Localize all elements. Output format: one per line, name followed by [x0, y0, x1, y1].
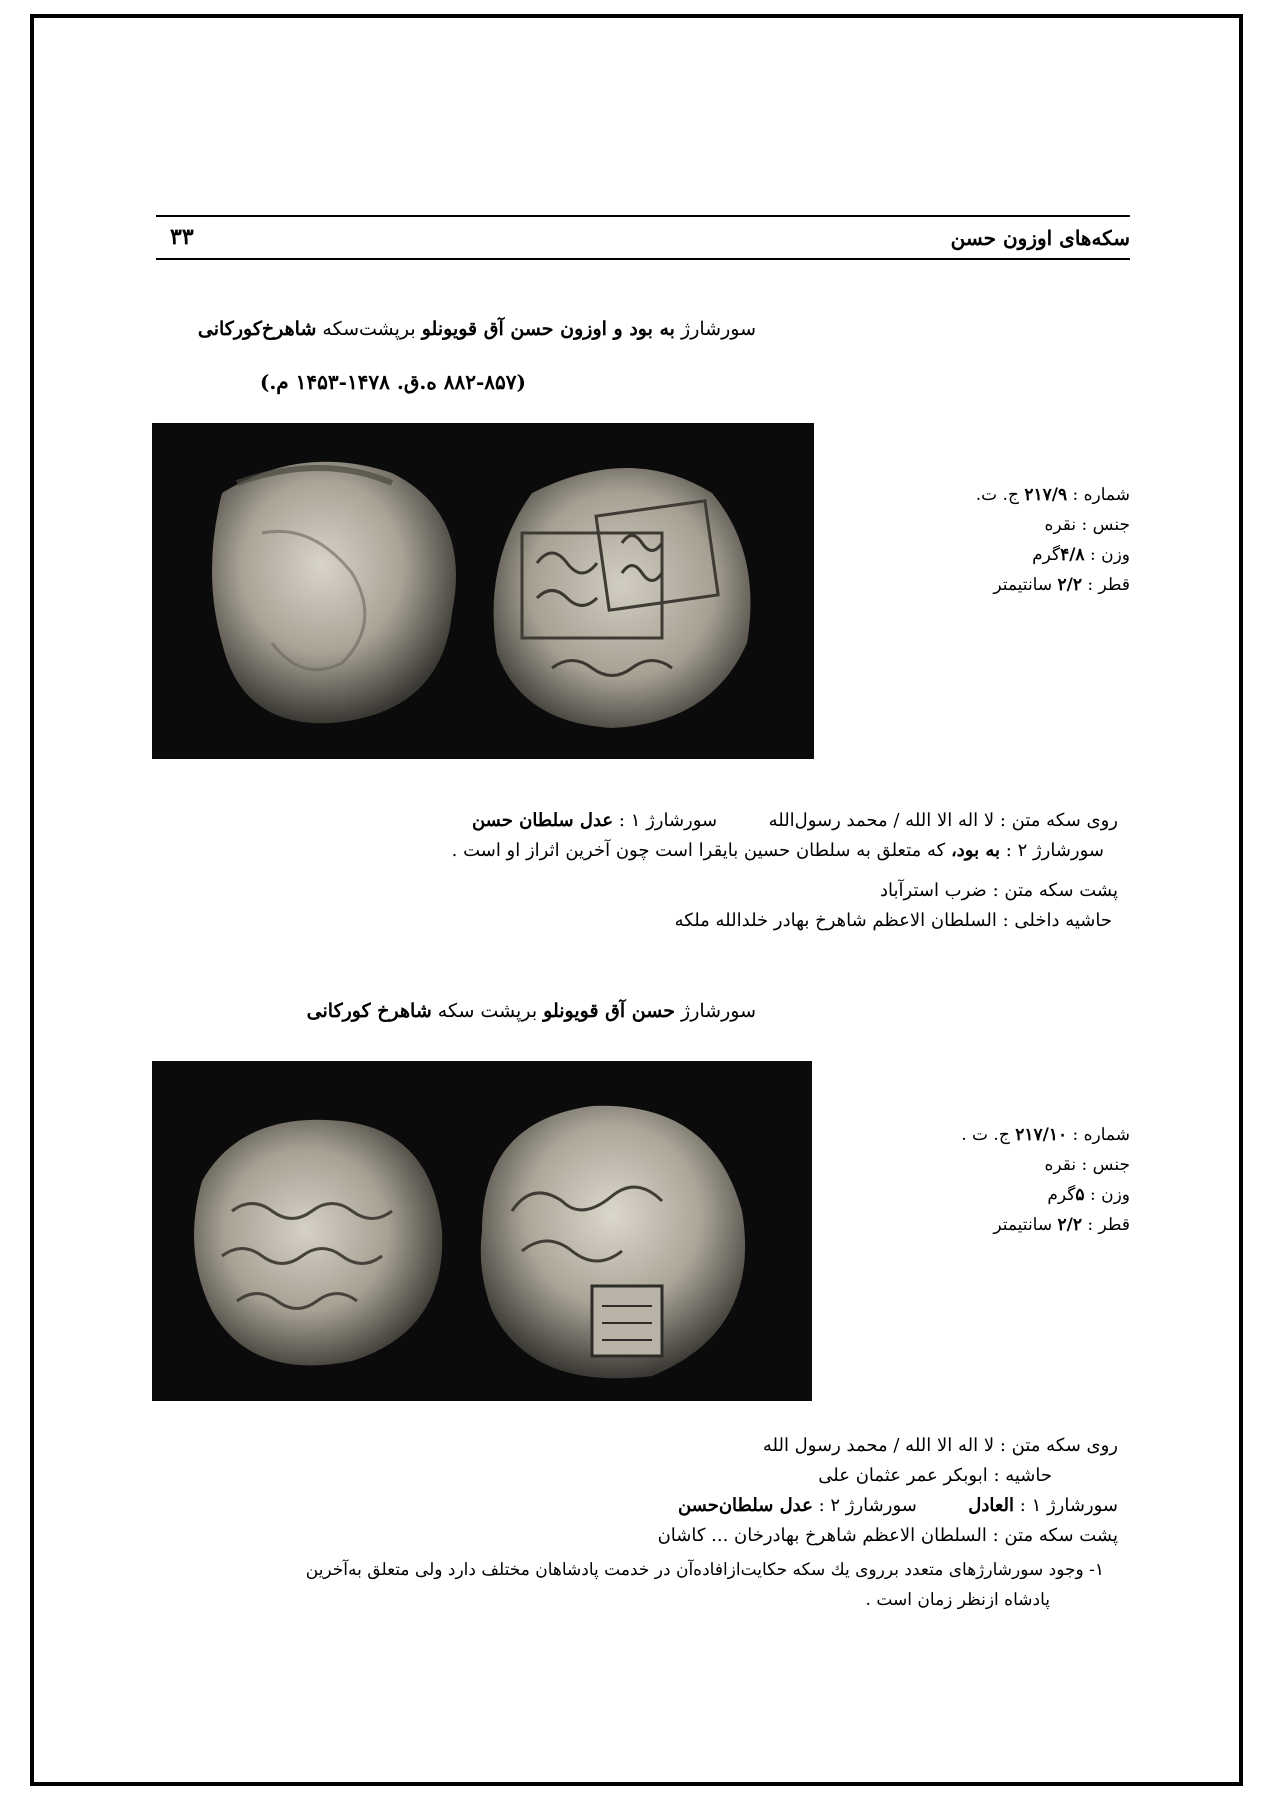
- coin1-margin-label: حاشیه داخلی :: [1002, 910, 1112, 931]
- coin1-reverse-line: [880, 880, 1118, 901]
- coin1-reverse-label: پشت سکه متن :: [992, 880, 1118, 901]
- coin1-surcharge1-label: سورشارژ ۱ :: [618, 810, 718, 831]
- coin1-surcharge2-value: به بود،: [950, 840, 1001, 861]
- coin2-surcharge1-value: العادل: [968, 1495, 1015, 1516]
- coin2-reverse-line: [658, 1525, 1118, 1546]
- coin2-heading-bold1: حسن آق قویونلو: [543, 1000, 675, 1022]
- coin1-heading-mid: برپشت‌سکه: [322, 318, 416, 340]
- footnote-line1: ۱- وجود سورشارژهای متعدد برروی یك سکه حکایت‌ازافاده‌آن در خدمت پادشاهان مختلف دارد ولی متعلق به‌آخرین: [305, 1560, 1104, 1580]
- coin1-surcharge1-value: عدل سلطان حسن: [471, 810, 614, 831]
- coin1-heading: [198, 318, 756, 340]
- coin2-heading-mid: برپشت سکه: [437, 1000, 538, 1022]
- coin2-diameter-unit: سانتیمتر: [993, 1215, 1053, 1235]
- coin1-photo: [152, 423, 814, 759]
- coin2-heading: [307, 1000, 756, 1022]
- coin1-margin-text: السلطان الاعظم شاهرخ بهادر خلدالله ملکه: [674, 910, 997, 931]
- coin2-weight-row: [961, 1180, 1130, 1210]
- coin2-obverse-text: لا اله الا الله / محمد رسول الله: [762, 1435, 995, 1456]
- coin2-photo: [152, 1061, 812, 1401]
- coin1-weight-value: ۴/۸: [1060, 545, 1085, 565]
- coin1-spec: [976, 480, 1130, 600]
- coin2-obverse-label: روی سکه متن :: [999, 1435, 1118, 1456]
- coin2-spec: [961, 1120, 1130, 1240]
- coin2-weight-value: ۵: [1075, 1185, 1085, 1205]
- footnote-line2: پادشاه ازنظر زمان است .: [865, 1590, 1050, 1610]
- page-number: ۳۳: [170, 224, 194, 250]
- coin2-heading-pre: سورشارژ: [681, 1000, 756, 1022]
- coin1-weight-row: [976, 540, 1130, 570]
- coin2-heading-bold2: شاهرخ کورکانی: [306, 1000, 432, 1022]
- coin1-diameter-label: قطر :: [1087, 575, 1130, 595]
- coin1-number-label: شماره :: [1072, 485, 1130, 505]
- coin2-reverse-text: السلطان الاعظم شاهرخ بهادرخان ... کاشان: [657, 1525, 987, 1546]
- coin2-image: [152, 1061, 812, 1401]
- coin1-number-row: [976, 480, 1130, 510]
- coin2-surcharge2-label: سورشارژ ۲ :: [818, 1495, 917, 1516]
- coin2-weight-label: وزن :: [1089, 1185, 1130, 1205]
- coin1-heading-bold1: به بود و اوزون حسن آق قویونلو: [421, 318, 675, 340]
- coin1-image: [152, 423, 814, 759]
- coin2-obverse-line: [763, 1435, 1118, 1456]
- coin1-dates: (۸۸۲-۸۵۷ ه.ق. ۱۴۷۸-۱۴۵۳ م.): [259, 370, 526, 394]
- coin1-obverse-line: [472, 810, 1118, 831]
- coin1-material-value: نقره: [1044, 515, 1077, 535]
- coin1-diameter-unit: سانتیمتر: [993, 575, 1053, 595]
- header-rule-bottom: [156, 258, 1130, 260]
- coin1-weight-label: وزن :: [1089, 545, 1130, 565]
- coin2-material-row: [961, 1150, 1130, 1180]
- coin1-diameter-value: ۲/۲: [1057, 575, 1082, 595]
- coin2-diameter-row: [961, 1210, 1130, 1240]
- coin1-obverse-label: روی سکه متن :: [999, 810, 1118, 831]
- coin1-heading-pre: سورشارژ: [681, 318, 756, 340]
- coin2-surcharge2-value: عدل سلطان‌حسن: [677, 1495, 813, 1516]
- coin2-material-label: جنس :: [1081, 1155, 1130, 1175]
- coin1-surcharge2-note: که متعلق به سلطان حسین بایقرا است چون آخرین اثراز او است .: [451, 840, 946, 861]
- coin2-surcharge1-label: سورشارژ ۱ :: [1019, 1495, 1118, 1516]
- coin2-number-row: [961, 1120, 1130, 1150]
- coin1-number-value: ۲۱۷/۹: [1024, 485, 1068, 505]
- coin2-number-value: ۲۱۷/۱۰: [1015, 1125, 1068, 1145]
- coin1-surcharge2-label: سورشارژ ۲ :: [1005, 840, 1104, 861]
- coin1-number-suffix: ج. ت.: [975, 485, 1019, 505]
- coin1-weight-unit: گرم: [1032, 545, 1061, 565]
- coin2-number-label: شماره :: [1072, 1125, 1130, 1145]
- coin2-number-suffix: ج. ت .: [961, 1125, 1010, 1145]
- coin2-surcharge-line: [678, 1495, 1118, 1516]
- header-rule-top: [156, 215, 1130, 217]
- running-title: سکه‌های اوزون حسن: [950, 226, 1130, 250]
- coin2-diameter-value: ۲/۲: [1057, 1215, 1082, 1235]
- coin2-diameter-label: قطر :: [1087, 1215, 1130, 1235]
- coin1-surcharge2-line: [452, 840, 1104, 861]
- coin1-diameter-row: [976, 570, 1130, 600]
- coin1-heading-bold2: شاهرخ‌کورکانی: [197, 318, 317, 340]
- coin1-obverse-text: لا اله الا الله / محمد رسول‌الله: [768, 810, 995, 831]
- coin1-material-row: [976, 510, 1130, 540]
- coin2-margin-label: حاشیه :: [993, 1465, 1052, 1486]
- coin1-reverse-text: ضرب استرآباد: [880, 880, 987, 901]
- coin1-material-label: جنس :: [1081, 515, 1130, 535]
- coin2-reverse-label: پشت سکه متن :: [992, 1525, 1118, 1546]
- coin2-margin-line: [818, 1465, 1052, 1486]
- coin2-margin-text: ابوبکر عمر عثمان علی: [818, 1465, 988, 1486]
- coin1-margin-line: [675, 910, 1112, 931]
- coin2-weight-unit: گرم: [1047, 1185, 1076, 1205]
- coin2-material-value: نقره: [1044, 1155, 1077, 1175]
